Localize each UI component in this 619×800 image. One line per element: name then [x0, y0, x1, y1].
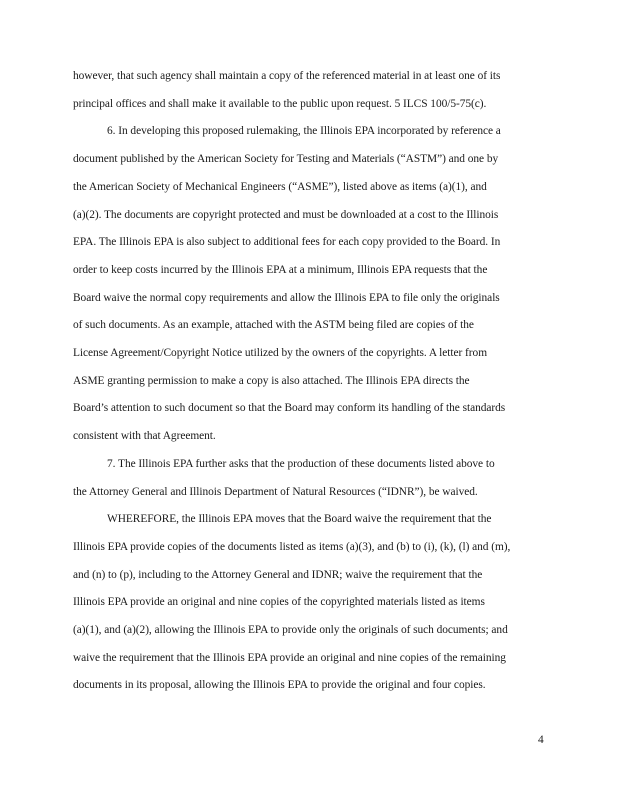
text-line: the Attorney General and Illinois Department of Natural Resources (“IDNR”), be waived. [73, 485, 478, 498]
text-line: WHEREFORE, the Illinois EPA moves that the Board waive the requirement that the [107, 513, 492, 526]
text-line: License Agreement/Copyright Notice utilized by the owners of the copyrights. A letter from [73, 347, 487, 360]
text-line: and (n) to (p), including to the Attorney General and IDNR; waive the requirement that the [73, 568, 483, 581]
paragraph-item-6 [73, 118, 553, 450]
text-line: Board’s attention to such document so that the Board may conform its handling of the standards [73, 402, 506, 415]
text-line: waive the requirement that the Illinois EPA provide an original and nine copies of the remaining [73, 651, 506, 664]
paragraph-continuation [73, 63, 553, 118]
text-line: the American Society of Mechanical Engineers (“ASME”), listed above as items (a)(1), and [73, 180, 487, 193]
text-line: however, that such agency shall maintain a copy of the referenced material in at least one of its [73, 70, 501, 82]
page-number: 4 [538, 734, 544, 746]
text-line: EPA. The Illinois EPA is also subject to additional fees for each copy provided to the Board. In [73, 236, 501, 249]
text-line: Illinois EPA provide copies of the documents listed as items (a)(3), and (b) to (i), (k), (l) and (m), [73, 540, 511, 553]
text-line: order to keep costs incurred by the Illinois EPA at a minimum, Illinois EPA requests that the [73, 263, 488, 276]
text-line: documents in its proposal, allowing the Illinois EPA to provide the original and four copies. [73, 679, 486, 692]
text-line: Illinois EPA provide an original and nine copies of the copyrighted materials listed as items [73, 596, 485, 609]
text-line: consistent with that Agreement. [73, 430, 216, 443]
paragraph-wherefore [73, 506, 553, 700]
text-line: 7. The Illinois EPA further asks that the production of these documents listed above to [107, 457, 495, 470]
text-line: document published by the American Society for Testing and Materials (“ASTM”) and one by [73, 153, 499, 166]
text-line: (a)(1), and (a)(2), allowing the Illinois EPA to provide only the originals of such documents; and [73, 624, 508, 637]
text-line: 6. In developing this proposed rulemaking, the Illinois EPA incorporated by reference a [107, 125, 501, 138]
text-line: Board waive the normal copy requirements and allow the Illinois EPA to file only the originals [73, 291, 500, 304]
text-line: ASME granting permission to make a copy is also attached. The Illinois EPA directs the [73, 374, 470, 387]
text-line: principal offices and shall make it available to the public upon request. 5 ILCS 100/5-75(c). [73, 97, 487, 110]
paragraph-item-7 [73, 451, 553, 506]
document-body [73, 63, 553, 700]
text-line: of such documents. As an example, attached with the ASTM being filed are copies of the [73, 319, 474, 332]
text-line: (a)(2). The documents are copyright protected and must be downloaded at a cost to the Illinois [73, 208, 499, 221]
